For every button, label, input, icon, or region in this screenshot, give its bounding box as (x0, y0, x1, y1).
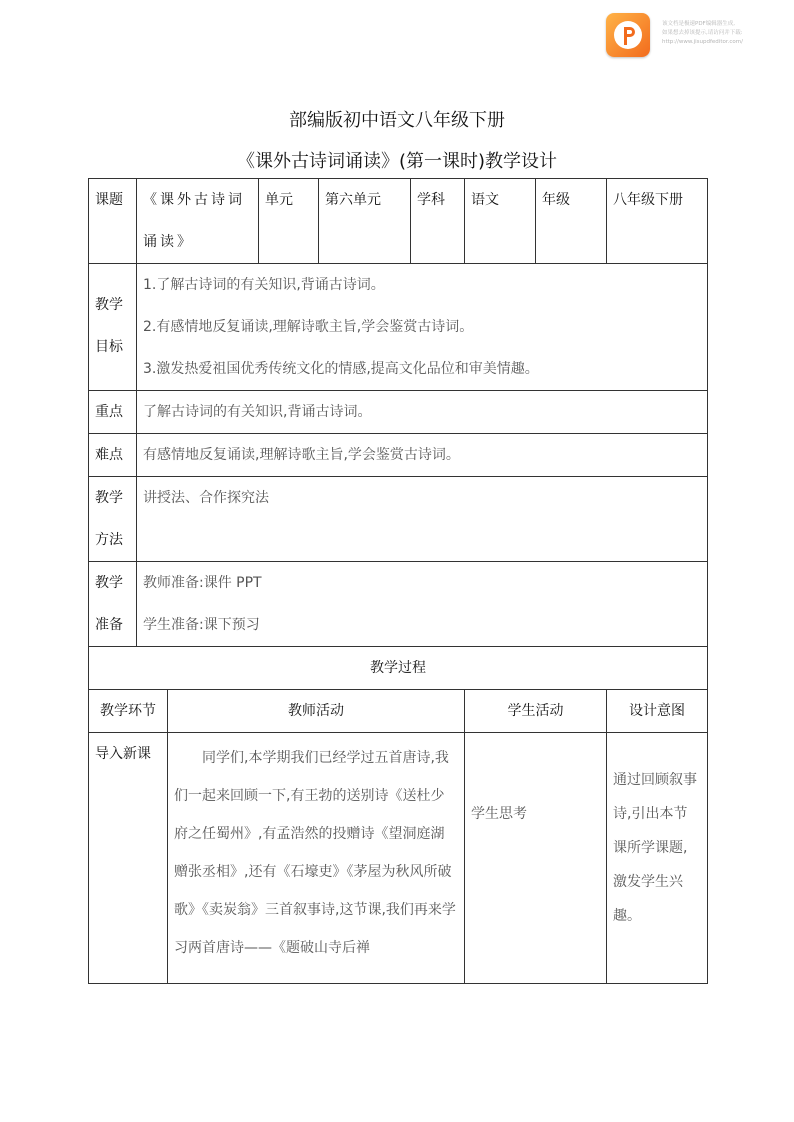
process-row (89, 733, 708, 984)
method-row (89, 477, 708, 562)
difficulty-row (89, 434, 708, 477)
process-design-intent: 通过回顾叙事诗,引出本节课所学课题,激发学生兴趣。 (607, 733, 708, 984)
goals-row (89, 264, 708, 391)
process-student-activity: 学生思考 (465, 733, 607, 984)
process-title-row (89, 647, 708, 690)
topic-label: 课题 (89, 179, 137, 264)
process-header-stage: 教学环节 (89, 690, 168, 733)
info-row (89, 179, 708, 264)
watermark-link[interactable]: http://www.jisupdfeditor.com/ (662, 39, 743, 45)
process-header-intent: 设计意图 (607, 690, 708, 733)
subject-label: 学科 (411, 179, 465, 264)
subject-value: 语文 (465, 179, 536, 264)
preparation-row (89, 562, 708, 647)
goals-label: 教学目标 (89, 264, 137, 391)
goal-item: 3.激发热爱祖国优秀传统文化的情感,提高文化品位和审美情趣。 (143, 361, 539, 377)
preparation-value (137, 562, 708, 647)
watermark-notice (662, 20, 790, 47)
preparation-label: 教学准备 (89, 562, 137, 647)
unit-label: 单元 (259, 179, 319, 264)
process-header-teacher: 教师活动 (168, 690, 465, 733)
key-point-row (89, 391, 708, 434)
process-title: 教学过程 (89, 647, 708, 690)
difficulty-label: 难点 (89, 434, 137, 477)
watermark-line: 如果想去掉该提示,请访问并下载: (662, 30, 743, 36)
process-teacher-activity: 同学们,本学期我们已经学过五首唐诗,我们一起来回顾一下,有王勃的送别诗《送杜少府之任蜀州》,有孟浩然的投赠诗《望洞庭湖赠张丞相》,还有《石壕吏》《茅屋为秋风所破歌》《卖炭翁》三首叙事诗,这节课,我们再来学习两首唐诗——《题破山寺后禅 (168, 733, 465, 984)
process-stage: 导入新课 (89, 733, 168, 984)
lesson-plan-table (88, 178, 708, 984)
goals-list (137, 264, 708, 391)
topic-value: 《课外古诗词诵读》 (137, 179, 259, 264)
document-title: 部编版初中语文八年级下册 (289, 110, 505, 131)
document-subtitle: 《课外古诗词诵读》(第一课时)教学设计 (236, 151, 558, 172)
student-preparation: 学生准备:课下预习 (143, 617, 260, 633)
unit-value: 第六单元 (319, 179, 411, 264)
process-header-student: 学生活动 (465, 690, 607, 733)
difficulty-value: 有感情地反复诵读,理解诗歌主旨,学会鉴赏古诗词。 (137, 434, 708, 477)
grade-value: 八年级下册 (607, 179, 708, 264)
goal-item: 1.了解古诗词的有关知识,背诵古诗词。 (143, 277, 385, 293)
goal-item: 2.有感情地反复诵读,理解诗歌主旨,学会鉴赏古诗词。 (143, 319, 474, 335)
grade-label: 年级 (536, 179, 607, 264)
teacher-preparation: 教师准备:课件 PPT (143, 575, 262, 591)
pdf-editor-logo-icon (606, 13, 650, 57)
method-value: 讲授法、合作探究法 (137, 477, 708, 562)
key-point-value: 了解古诗词的有关知识,背诵古诗词。 (137, 391, 708, 434)
method-label: 教学方法 (89, 477, 137, 562)
process-header-row (89, 690, 708, 733)
key-point-label: 重点 (89, 391, 137, 434)
watermark-line: 该文档是极速PDF编辑器生成, (662, 21, 735, 27)
